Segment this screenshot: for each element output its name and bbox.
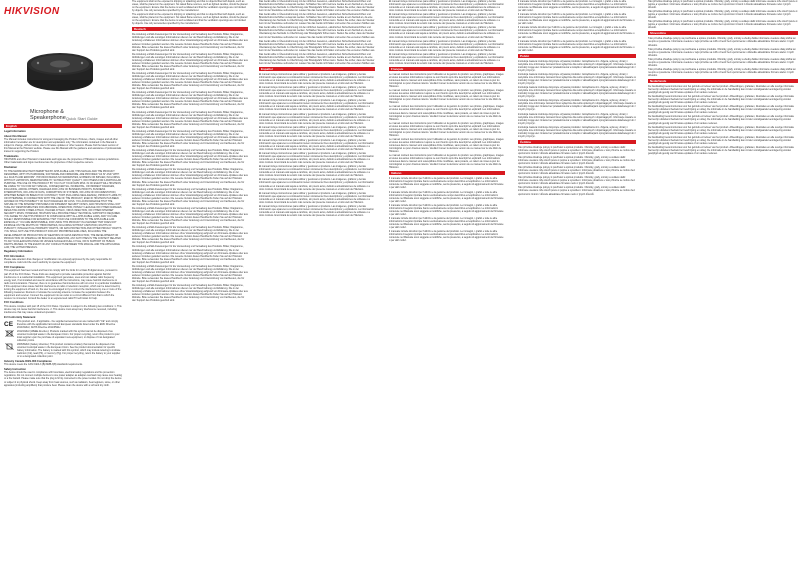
column-5 — [518, 0, 636, 568]
section-header-deutsch: Deutsch — [132, 27, 248, 31]
paragraph: De handleiding bevat instructies voor het gebruik en beheer van het product. Afbeeldingen, grafieken, illustraties en alle overige informatie hierna zijn uitsluitend bedoeld ter beschrijving en uitleg. De informatie in de handleiding kan zonder voorafgaande kennisgeving worden gewijzigd als gevolg van firmware-updates of om andere redenen. — [648, 135, 794, 145]
section-header-english: English — [4, 124, 122, 128]
paragraph: Die Anleitung enthält Anweisungen für die Verwendung und Verwaltung des Produkts. Bilder, Diagramme, Abbildungen und alle sonstigen Informationen dienen nur der Beschreibung und Erklärung. Die in der Anleitung enthaltenen Informationen können ohne Vorankündigung aufgrund von Firmware-Updates oder aus anderen Gründen geändert werden. Die neueste Version dieses Handbuchs finden Sie auf der Hikvision Website. Bitte verwenden Sie dieses Handbuch unter Anleitung und Unterstützung von Fachleuten, die für den Support des Produkts geschult sind. — [132, 129, 248, 149]
paragraph: El manual incluye instrucciones para utilizar y gestionar el producto. Las imágenes, gráficos y demás información que aparecen a continuación tienen únicamente fines descriptivos y explicativos. La información contenida en el manual está sujeta a cambios, sin previo aviso, debido a actualizaciones de software o a otros motivos. Encontrará la versión más reciente del presente manual en el sitio web de Hikvision. — [259, 112, 374, 125]
paragraph: Tato příručka obsahuje pokyny k používání a správě produktu. Obrázky, grafy, snímky a veškeré další informace uvedené níže slouží pouze k popisu a vysvětlení. Informace obsažené v této příručce se mohou bez upozornění změnit z důvodu aktualizace firmwaru nebo z jiných důvodů. — [648, 0, 798, 10]
paragraph: Táto príručka obsahuje pokyny na používanie a správu produktu. Obrázky, grafy, snímky a všetky ďalšie informácie uvedené ďalej slúžia len na opis a vysvetlenie. Informácie uvedené v tejto príručke sa môžu zmeniť bez upozornenia v dôsledku aktualizácie firmvéru alebo z iných dôvodov. — [648, 37, 796, 47]
column-6 — [648, 0, 798, 568]
paragraph: Il manuale include istruzioni per l'utilizzo e la gestione del prodotto. Le immagini, i grafici e tutte le altre informazioni di seguito riportate hanno esclusivamente scopo descrittivo ed esplicativo. Le informazioni contenute nel Manuale sono soggette a modifiche, senza preavviso, a seguito di aggiornamenti del firmware o per altri motivi. — [518, 0, 635, 13]
paragraph: El manual incluye instrucciones para utilizar y gestionar el producto. Las imágenes, gráficos y demás información que aparecen a continuación tienen únicamente fines descriptivos y explicativos. La información contenida en el manual está sujeta a cambios, sin previo aviso, debido a actualizaciones de software o a otros motivos. Encontrará la versión más reciente del presente manual en el sitio web de Hikvision. — [259, 191, 374, 204]
eu-ce-row — [4, 320, 122, 329]
paragraph: Das Gerät sollte in Übereinstimmung mit den örtlichen Gesetzen, elektrischen Sicherheitsvorschriften und Brandschutzvorschriften verwendet werden. Schließen Sie nicht mehrere Geräte an ein Netzteil an, da eine Überlastung des Netzteils zu Überhitzung oder Brandgefahr führen kann. Stellen Sie sicher, dass der Stecker fest mit der Steckdose verbunden ist. Lassen Sie das Gerät nicht fallen und setzen Sie es keinen Stößen aus. — [259, 26, 375, 39]
brand-logo: HIKVISION — [4, 6, 60, 17]
paragraph: Die Anleitung enthält Anweisungen für die Verwendung und Verwaltung des Produkts. Bilder, Diagramme, Abbildungen und alle sonstigen Informationen dienen nur der Beschreibung und Erklärung. Die in der Anleitung enthaltenen Informationen können ohne Vorankündigung aufgrund von Firmware-Updates oder aus anderen Gründen geändert werden. Die neueste Version dieses Handbuchs finden Sie auf der Hikvision Website. Bitte verwenden Sie dieses Handbuch unter Anleitung und Unterstützung von Fachleuten, die für den Support des Produkts geschult sind. — [132, 206, 248, 226]
paragraph: Die Anleitung enthält Anweisungen für die Verwendung und Verwaltung des Produkts. Bilder, Diagramme, Abbildungen und alle sonstigen Informationen dienen nur der Beschreibung und Erklärung. Die in der Anleitung enthaltenen Informationen können ohne Vorankündigung aufgrund von Firmware-Updates oder aus anderen Gründen geändert werden. Die neueste Version dieses Handbuchs finden Sie auf der Hikvision Website. Bitte verwenden Sie dieses Handbuch unter Anleitung und Unterstützung von Fachleuten, die für den Support des Produkts geschult sind. — [132, 71, 248, 91]
paragraph: 2012/19/EU (WEEE directive): Products marked with this symbol cannot be disposed of as unsorted municipal waste in the European Union. For proper recycling, return this product to your local supplier upon the purchase of equivalent new equipment, or dispose of it at designated collection points. — [17, 329, 120, 342]
paragraph: El manual incluye instrucciones para utilizar y gestionar el producto. Las imágenes, gráficos y demás información que aparecen a continuación tienen únicamente fines descriptivos y explicativos. La información contenida en el manual está sujeta a cambios, sin previo aviso, debido a actualizaciones de software o a otros motivos. Encontrará la versión más reciente del presente manual en el sitio web de Hikvision. — [259, 165, 374, 178]
paragraph: Il manuale include istruzioni per l'utilizzo e la gestione del prodotto. Le immagini, i grafici e tutte le altre informazioni di seguito riportate hanno esclusivamente scopo descrittivo ed esplicativo. Le informazioni contenute nel Manuale sono soggette a modifiche, senza preavviso, a seguito di aggiornamenti del firmware o per altri motivi. — [389, 216, 504, 230]
paragraph: The equipment shall not be exposed to dripping or splashing and that no objects filled with liquids, such as vases, shall be placed on the equipment. No naked flame sources, such as lighted candles, should be placed on the equipment. Ensure that the device is well ventilated and that the ventilation openings are not blocked by objects. Use only accessories specified by the manufacturer. — [132, 13, 248, 26]
paragraph: Il manuale include istruzioni per l'utilizzo e la gestione del prodotto. Le immagini, i grafici e tutte le altre informazioni di seguito riportate hanno esclusivamente scopo descrittivo ed esplicativo. Le informazioni contenute nel Manuale sono soggette a modifiche, senza preavviso, a seguito di aggiornamenti del firmware o per altri motivi. — [389, 203, 504, 216]
paragraph: El manual incluye instrucciones para utilizar y gestionar el producto. Las imágenes, gráficos y demás información que aparecen a continuación tienen únicamente fines descriptivos y explicativos. La información contenida en el manual está sujeta a cambios, sin previo aviso, debido a actualizaciones de software o a otros motivos. Encontrará la versión más reciente del presente manual en el sitio web de Hikvision. — [389, 0, 504, 13]
paragraph: Il manuale include istruzioni per l'utilizzo e la gestione del prodotto. Le immagini, i grafici e tutte le altre informazioni di seguito riportate hanno esclusivamente scopo descrittivo ed esplicativo. Le informazioni contenute nel Manuale sono soggette a modifiche, senza preavviso, a seguito di aggiornamenti del firmware o per altri motivi. — [389, 190, 504, 203]
subhead-fcc-conditions: FCC Conditions — [4, 301, 24, 305]
paragraph: Le manuel contient des instructions pour l'utilisation et la gestion du produit. Les photos, graphiques, images et toutes les autres informations ci-après ne sont fournis qu'à titre descriptif et explicatif. Les informations contenues dans le manuel sont susceptibles d'être modifiées, sans préavis, en raison de mises à jour du micrologiciel ou pour d'autres raisons. Veuillez trouver la dernière version de ce manuel sur le site Web de Hikvision. — [389, 72, 504, 89]
subhead-fcc-compliance: FCC Compliance — [4, 265, 25, 269]
paragraph: Táto príručka obsahuje pokyny na používanie a správu produktu. Obrázky, grafy, snímky a všetky ďalšie informácie uvedené ďalej slúžia len na opis a vysvetlenie. Informácie uvedené v tejto príručke sa môžu zmeniť bez upozornenia v dôsledku aktualizácie firmvéru alebo z iných dôvodov. — [648, 67, 796, 77]
subhead-disclaimer: Disclaimer — [4, 165, 18, 169]
paragraph: Das Gerät sollte in Übereinstimmung mit den örtlichen Gesetzen, elektrischen Sicherheitsvorschriften und Brandschutzvorschriften verwendet werden. Schließen Sie nicht mehrere Geräte an ein Netzteil an, da eine Überlastung des Netzteils zu Überhitzung oder Brandgefahr führen kann. Stellen Sie sicher, dass der Stecker fest mit der Steckdose verbunden ist. Lassen Sie das Gerät nicht fallen und setzen Sie es keinen Stößen aus. — [259, 0, 375, 13]
paragraph: Táto príručka obsahuje pokyny na používanie a správu produktu. Obrázky, grafy, snímky a všetky ďalšie informácie uvedené ďalej slúžia len na opis a vysvetlenie. Informácie uvedené v tejto príručke sa môžu zmeniť bez upozornenia v dôsledku aktualizácie firmvéru alebo z iných dôvodov. — [648, 47, 796, 57]
paragraph: Tato příručka obsahuje pokyny k používání a správě produktu. Obrázky, grafy, snímky a veškeré další informace uvedené níže slouží pouze k popisu a vysvětlení. Informace obsažené v této příručce se mohou bez upozornění změnit z důvodu aktualizace firmwaru nebo z jiných důvodů. — [518, 145, 635, 155]
paragraph: Le manuel contient des instructions pour l'utilisation et la gestion du produit. Les photos, graphiques, images et toutes les autres informations ci-après ne sont fournis qu'à titre descriptif et explicatif. Les informations contenues dans le manuel sont susceptibles d'être modifiées, sans préavis, en raison de mises à jour du micrologiciel ou pour d'autres raisons. Veuillez trouver la dernière version de ce manuel sur le site Web de Hikvision. — [389, 154, 504, 170]
speaker-product-image — [24, 40, 96, 96]
paragraph: Das Gerät sollte in Übereinstimmung mit den örtlichen Gesetzen, elektrischen Sicherheitsvorschriften und Brandschutzvorschriften verwendet werden. Schließen Sie nicht mehrere Geräte an ein Netzteil an, da eine Überlastung des Netzteils zu Überhitzung oder Brandgefahr führen kann. Stellen Sie sicher, dass der Stecker fest mit der Steckdose verbunden ist. Lassen Sie das Gerät nicht fallen und setzen Sie es keinen Stößen aus. — [259, 39, 375, 52]
section-header-cestina: Čeština — [518, 140, 636, 144]
paragraph: El manual incluye instrucciones para utilizar y gestionar el producto. Las imágenes, gráficos y demás información que aparecen a continuación tienen únicamente fines descriptivos y explicativos. La información contenida en el manual está sujeta a cambios, sin previo aviso, debido a actualizaciones de software o a otros motivos. Encontrará la versión más reciente del presente manual en el sitio web de Hikvision. — [259, 99, 374, 112]
subhead-fcc: FCC Information — [4, 254, 25, 258]
paragraph: HIKVISION and other Hikvision's trademarks and logos are the properties of Hikvision in various jurisdictions. Other trademarks and logos mentioned are the properties of their respective owners. — [4, 158, 120, 165]
paragraph: El manual incluye instrucciones para utilizar y gestionar el producto. Las imágenes, gráficos y demás información que aparecen a continuación tienen únicamente fines descriptivos y explicativos. La información contenida en el manual está sujeta a cambios, sin previo aviso, debido a actualizaciones de software o a otros motivos. Encontrará la versión más reciente del presente manual en el sitio web de Hikvision. — [259, 86, 374, 99]
paragraph: Tato příručka obsahuje pokyny k používání a správě produktu. Obrázky, grafy, snímky a veškeré další informace uvedené níže slouží pouze k popisu a vysvětlení. Informace obsažené v této příručce se mohou bez upozornění změnit z důvodu aktualizace firmwaru nebo z jiných důvodů. — [518, 156, 635, 166]
paragraph: Táto príručka obsahuje pokyny na používanie a správu produktu. Obrázky, grafy, snímky a všetky ďalšie informácie uvedené ďalej slúžia len na opis a vysvetlenie. Informácie uvedené v tejto príručke sa môžu zmeniť bez upozornenia v dôsledku aktualizácie firmvéru alebo z iných dôvodov. — [648, 57, 796, 67]
column-3 — [259, 0, 375, 568]
battery-bin-icon — [4, 343, 15, 350]
paragraph: El manual incluye instrucciones para utilizar y gestionar el producto. Las imágenes, gráficos y demás información que aparecen a continuación tienen únicamente fines descriptivos y explicativos. La información contenida en el manual está sujeta a cambios, sin previo aviso, debido a actualizaciones de software o a otros motivos. Encontrará la versión más reciente del presente manual en el sitio web de Hikvision. — [389, 39, 504, 52]
paragraph: Il manuale include istruzioni per l'utilizzo e la gestione del prodotto. Le immagini, i grafici e tutte le altre informazioni di seguito riportate hanno esclusivamente scopo descrittivo ed esplicativo. Le informazioni contenute nel Manuale sono soggette a modifiche, senza preavviso, a seguito di aggiornamenti del firmware o per altri motivi. — [389, 230, 504, 243]
paragraph: El manual incluye instrucciones para utilizar y gestionar el producto. Las imágenes, gráficos y demás información que aparecen a continuación tienen únicamente fines descriptivos y explicativos. La información contenida en el manual está sujeta a cambios, sin previo aviso, debido a actualizaciones de software o a otros motivos. Encontrará la versión más reciente del presente manual en el sitio web de Hikvision. — [389, 52, 504, 65]
paragraph: Das Gerät sollte in Übereinstimmung mit den örtlichen Gesetzen, elektrischen Sicherheitsvorschriften und Brandschutzvorschriften verwendet werden. Schließen Sie nicht mehrere Geräte an ein Netzteil an, da eine Überlastung des Netzteils zu Überhitzung oder Brandgefahr führen kann. Stellen Sie sicher, dass der Stecker fest mit der Steckdose verbunden ist. Lassen Sie das Gerät nicht fallen und setzen Sie es keinen Stößen aus. — [259, 52, 375, 65]
paragraph: Le manuel contient des instructions pour l'utilisation et la gestion du produit. Les photos, graphiques, images et toutes les autres informations ci-après ne sont fournis qu'à titre descriptif et explicatif. Les informations contenues dans le manuel sont susceptibles d'être modifiées, sans préavis, en raison de mises à jour du micrologiciel ou pour d'autres raisons. Veuillez trouver la dernière version de ce manuel sur le site Web de Hikvision. — [389, 105, 504, 121]
paragraph: De handleiding bevat instructies voor het gebruik en beheer van het product. Afbeeldingen, grafieken, illustraties en alle overige informatie hierna zijn uitsluitend bedoeld ter beschrijving en uitleg. De informatie in de handleiding kan zonder voorafgaande kennisgeving worden gewijzigd als gevolg van firmware-updates of om andere redenen. — [648, 84, 794, 95]
paragraph: Il manuale include istruzioni per l'utilizzo e la gestione del prodotto. Le immagini, i grafici e tutte le altre informazioni di seguito riportate hanno esclusivamente scopo descrittivo ed esplicativo. Le informazioni contenute nel Manuale sono soggette a modifiche, senza preavviso, a seguito di aggiornamenti del firmware o per altri motivi. — [518, 26, 635, 39]
paragraph: Die Anleitung enthält Anweisungen für die Verwendung und Verwaltung des Produkts. Bilder, Diagramme, Abbildungen und alle sonstigen Informationen dienen nur der Beschreibung und Erklärung. Die in der Anleitung enthaltenen Informationen können ohne Vorankündigung aufgrund von Firmware-Updates oder aus anderen Gründen geändert werden. Die neueste Version dieses Handbuchs finden Sie auf der Hikvision Website. Bitte verwenden Sie dieses Handbuch unter Anleitung und Unterstützung von Fachleuten, die für den Support des Produkts geschult sind. — [132, 245, 248, 264]
subhead-regulatory: Regulatory Information — [4, 250, 33, 254]
paragraph: Tato příručka obsahuje pokyny k používání a správě produktu. Obrázky, grafy, snímky a veškeré další informace uvedené níže slouží pouze k popisu a vysvětlení. Informace obsažené v této příručce se mohou bez upozornění změnit z důvodu aktualizace firmwaru nebo z jiných důvodů. — [518, 176, 635, 186]
section-header-francais: Français — [389, 67, 505, 71]
paragraph: Le manuel contient des instructions pour l'utilisation et la gestion du produit. Les photos, graphiques, images et toutes les autres informations ci-après ne sont fournis qu'à titre descriptif et explicatif. Les informations contenues dans le manuel sont susceptibles d'être modifiées, sans préavis, en raison de mises à jour du micrologiciel ou pour d'autres raisons. Veuillez trouver la dernière version de ce manuel sur le site Web de Hikvision. — [389, 89, 504, 105]
paragraph: Tato příručka obsahuje pokyny k používání a správě produktu. Obrázky, grafy, snímky a veškeré další informace uvedené níže slouží pouze k popisu a vysvětlení. Informace obsažené v této příručce se mohou bez upozornění změnit z důvodu aktualizace firmwaru nebo z jiných důvodů. — [648, 20, 798, 30]
column-4 — [389, 0, 505, 568]
paragraph: Instrukcja zawiera instrukcje dotyczące używania produktu i zarządzania nim. Zdjęcia, wykresy, obrazy i wszystkie inne informacje zamieszczono wyłącznie dla celów opisowych i objaśniających. Informacje zawarte w instrukcji mogą ulec zmianie bez powiadomienia w związku z aktualizacjami oprogramowania układowego lub z innych przyczyn. — [518, 112, 636, 125]
paragraph: De handleiding bevat instructies voor het gebruik en beheer van het product. Afbeeldingen, grafieken, illustraties en alle overige informatie hierna zijn uitsluitend bedoeld ter beschrijving en uitleg. De informatie in de handleiding kan zonder voorafgaande kennisgeving worden gewijzigd als gevolg van firmware-updates of om andere redenen. — [648, 145, 794, 155]
paragraph: El manual incluye instrucciones para utilizar y gestionar el producto. Las imágenes, gráficos y demás información que aparecen a continuación tienen únicamente fines descriptivos y explicativos. La información contenida en el manual está sujeta a cambios, sin previo aviso, debido a actualizaciones de software o a otros motivos. Encontrará la versión más reciente del presente manual en el sitio web de Hikvision. — [259, 152, 374, 165]
guide-label: Quick Start Guide — [66, 116, 98, 121]
section-header-slovencina: Slovenčina — [648, 31, 798, 35]
paragraph: Tato příručka obsahuje pokyny k používání a správě produktu. Obrázky, grafy, snímky a veškeré další informace uvedené níže slouží pouze k popisu a vysvětlení. Informace obsažené v této příručce se mohou bez upozornění změnit z důvodu aktualizace firmwaru nebo z jiných důvodů. — [648, 10, 798, 20]
paragraph: Le manuel contient des instructions pour l'utilisation et la gestion du produit. Les photos, graphiques, images et toutes les autres informations ci-après ne sont fournis qu'à titre descriptif et explicatif. Les informations contenues dans le manuel sont susceptibles d'être modifiées, sans préavis, en raison de mises à jour du micrologiciel ou pour d'autres raisons. Veuillez trouver la dernière version de ce manuel sur le site Web de Hikvision. — [389, 137, 504, 154]
column-2 — [132, 0, 248, 568]
paragraph: El manual incluye instrucciones para utilizar y gestionar el producto. Las imágenes, gráficos y demás información que aparecen a continuación tienen únicamente fines descriptivos y explicativos. La información contenida en el manual está sujeta a cambios, sin previo aviso, debido a actualizaciones de software o a otros motivos. Encontrará la versión más reciente del presente manual en el sitio web de Hikvision. — [259, 138, 374, 152]
paragraph: Le manuel contient des instructions pour l'utilisation et la gestion du produit. Les photos, graphiques, images et toutes les autres informations ci-après ne sont fournis qu'à titre descriptif et explicatif. Les informations contenues dans le manuel sont susceptibles d'être modifiées, sans préavis, en raison de mises à jour du micrologiciel ou pour d'autres raisons. Veuillez trouver la dernière version de ce manuel sur le site Web de Hikvision. — [389, 121, 504, 137]
paragraph: Die Anleitung enthält Anweisungen für die Verwendung und Verwaltung des Produkts. Bilder, Diagramme, Abbildungen und alle sonstigen Informationen dienen nur der Beschreibung und Erklärung. Die in der Anleitung enthaltenen Informationen können ohne Vorankündigung aufgrund von Firmware-Updates oder aus anderen Gründen geändert werden. Die neueste Version dieses Handbuchs finden Sie auf der Hikvision Website. Bitte verwenden Sie dieses Handbuch unter Anleitung und Unterstützung von Fachleuten, die für den Support des Produkts geschult sind. — [132, 33, 248, 52]
subhead-ic: Industry Canada ICES-003 Compliance — [4, 359, 52, 363]
subhead-trademarks: Trademarks — [4, 154, 19, 158]
paragraph: Tato příručka obsahuje pokyny k používání a správě produktu. Obrázky, grafy, snímky a veškeré další informace uvedené níže slouží pouze k popisu a vysvětlení. Informace obsažené v této příručce se mohou bez upozornění změnit z důvodu aktualizace firmwaru nebo z jiných důvodů. — [518, 186, 635, 196]
paragraph: The Manual includes instructions for using and managing the Product. Pictures, charts, images and all other information hereinafter are for description and explanation only. The information contained in the Manual is subject to change, without notice, due to firmware updates or other reasons. Please find the latest version of this Manual at the Hikvision website. Please use this Manual with the guidance and assistance of professionals trained in supporting the Product. — [4, 138, 122, 154]
paragraph: Instrukcja zawiera instrukcje dotyczące używania produktu i zarządzania nim. Zdjęcia, wykresy, obrazy i wszystkie inne informacje zamieszczono wyłącznie dla celów opisowych i objaśniających. Informacje zawarte w instrukcji mogą ulec zmianie bez powiadomienia w związku z aktualizacjami oprogramowania układowego lub z innych przyczyn. — [518, 99, 636, 112]
paragraph: Instrukcja zawiera instrukcje dotyczące używania produktu i zarządzania nim. Zdjęcia, wykresy, obrazy i wszystkie inne informacje zamieszczono wyłącznie dla celów opisowych i objaśniających. Informacje zawarte w instrukcji mogą ulec zmianie bez powiadomienia w związku z aktualizacjami oprogramowania układowego lub z innych przyczyn. — [518, 86, 636, 99]
paragraph: Die Anleitung enthält Anweisungen für die Verwendung und Verwaltung des Produkts. Bilder, Diagramme, Abbildungen und alle sonstigen Informationen dienen nur der Beschreibung und Erklärung. Die in der Anleitung enthaltenen Informationen können ohne Vorankündigung aufgrund von Firmware-Updates oder aus anderen Gründen geändert werden. Die neueste Version dieses Handbuchs finden Sie auf der Hikvision Website. Bitte verwenden Sie dieses Handbuch unter Anleitung und Unterstützung von Fachleuten, die für den Support des Produkts geschult sind. — [132, 264, 248, 283]
paragraph: De handleiding bevat instructies voor het gebruik en beheer van het product. Afbeeldingen, grafieken, illustraties en alle overige informatie hierna zijn uitsluitend bedoeld ter beschrijving en uitleg. De informatie in de handleiding kan zonder voorafgaande kennisgeving worden gewijzigd als gevolg van firmware-updates of om andere redenen. — [648, 95, 794, 105]
paragraph: Die Anleitung enthält Anweisungen für die Verwendung und Verwaltung des Produkts. Bilder, Diagramme, Abbildungen und alle sonstigen Informationen dienen nur der Beschreibung und Erklärung. Die in der Anleitung enthaltenen Informationen können ohne Vorankündigung aufgrund von Firmware-Updates oder aus anderen Gründen geändert werden. Die neueste Version dieses Handbuchs finden Sie auf der Hikvision Website. Bitte verwenden Sie dieses Handbuch unter Anleitung und Unterstützung von Fachleuten, die für den Support des Produkts geschult sind. — [132, 149, 248, 168]
eu-battery-row — [4, 343, 122, 358]
weee-bin-icon — [4, 330, 15, 337]
paragraph: TO THE MAXIMUM EXTENT PERMITTED BY APPLICABLE LAW, THIS MANUAL AND THE PRODUCT DESCRIBED, WITH ITS HARDWARE, SOFTWARE AND FIRMWARE, ARE PROVIDED "AS IS" AND "WITH ALL FAULTS AND ERRORS". HIKVISION MAKES NO WARRANTIES, EXPRESS OR IMPLIED, INCLUDING WITHOUT LIMITATION, MERCHANTABILITY, SATISFACTORY QUALITY, OR FITNESS FOR A PARTICULAR PURPOSE. THE USE OF THE PRODUCT BY YOU IS AT YOUR OWN RISK. IN NO EVENT WILL HIKVISION BE LIABLE TO YOU FOR ANY SPECIAL, CONSEQUENTIAL, INCIDENTAL, OR INDIRECT DAMAGES, INCLUDING, AMONG OTHERS, DAMAGES FOR LOSS OF BUSINESS PROFITS, BUSINESS INTERRUPTION, OR LOSS OF DATA, CORRUPTION OF SYSTEMS, OR LOSS OF DOCUMENTATION, WHETHER BASED ON BREACH OF CONTRACT, TORT (INCLUDING NEGLIGENCE), PRODUCT LIABILITY, OR OTHERWISE, IN CONNECTION WITH THE USE OF THE PRODUCT, EVEN IF HIKVISION HAS BEEN ADVISED OF THE POSSIBILITY OF SUCH DAMAGES OR LOSS. YOU ACKNOWLEDGE THAT THE NATURE OF THE INTERNET PROVIDES FOR INHERENT SECURITY RISKS, AND HIKVISION SHALL NOT TAKE ANY RESPONSIBILITIES FOR ABNORMAL OPERATION, PRIVACY LEAKAGE OR OTHER DAMAGES RESULTING FROM CYBER-ATTACK, HACKER ATTACK, VIRUS INFECTION, OR OTHER INTERNET SECURITY RISKS; HOWEVER, HIKVISION WILL PROVIDE TIMELY TECHNICAL SUPPORT IF REQUIRED. YOU AGREE TO USE THIS PRODUCT IN COMPLIANCE WITH ALL APPLICABLE LAWS, AND YOU ARE SOLELY RESPONSIBLE FOR ENSURING THAT YOUR USE CONFORMS TO THE APPLICABLE LAW. ESPECIALLY, YOU ARE RESPONSIBLE, FOR USING THIS PRODUCT IN A MANNER THAT DOES NOT INFRINGE ON THE RIGHTS OF THIRD PARTIES, INCLUDING WITHOUT LIMITATION, RIGHTS OF PUBLICITY, INTELLECTUAL PROPERTY RIGHTS, OR DATA PROTECTION AND OTHER PRIVACY RIGHTS. YOU SHALL NOT USE THIS PRODUCT FOR ANY PROHIBITED END-USES, INCLUDING THE DEVELOPMENT OR PRODUCTION OF WEAPONS OF MASS DESTRUCTION, THE DEVELOPMENT OR PRODUCTION OF CHEMICAL OR BIOLOGICAL WEAPONS, ANY ACTIVITIES IN THE CONTEXT RELATED TO ANY NUCLEAR EXPLOSIVE OR UNSAFE NUCLEAR FUEL-CYCLE, OR IN SUPPORT OF HUMAN RIGHTS ABUSES. IN THE EVENT OF ANY CONFLICTS BETWEEN THIS MANUAL AND THE APPLICABLE LAW, THE LATTER PREVAILS. — [4, 169, 122, 249]
paragraph: Il manuale include istruzioni per l'utilizzo e la gestione del prodotto. Le immagini, i grafici e tutte le altre informazioni di seguito riportate hanno esclusivamente scopo descrittivo ed esplicativo. Le informazioni contenute nel Manuale sono soggette a modifiche, senza preavviso, a seguito di aggiornamenti del firmware o per altri motivi. — [389, 177, 504, 190]
paragraph: El manual incluye instrucciones para utilizar y gestionar el producto. Las imágenes, gráficos y demás información que aparecen a continuación tienen únicamente fines descriptivos y explicativos. La información contenida en el manual está sujeta a cambios, sin previo aviso, debido a actualizaciones de software o a otros motivos. Encontrará la versión más reciente del presente manual en el sitio web de Hikvision. — [259, 178, 374, 191]
paragraph: Instrukcja zawiera instrukcje dotyczące używania produktu i zarządzania nim. Zdjęcia, wykresy, obrazy i wszystkie inne informacje zamieszczono wyłącznie dla celów opisowych i objaśniających. Informacje zawarte w instrukcji mogą ulec zmianie bez powiadomienia w związku z aktualizacjami oprogramowania układowego lub z innych przyczyn. — [518, 125, 636, 138]
paragraph: Das Gerät sollte in Übereinstimmung mit den örtlichen Gesetzen, elektrischen Sicherheitsvorschriften und Brandschutzvorschriften verwendet werden. Schließen Sie nicht mehrere Geräte an ein Netzteil an, da eine Überlastung des Netzteils zu Überhitzung oder Brandgefahr führen kann. Stellen Sie sicher, dass der Stecker fest mit der Steckdose verbunden ist. Lassen Sie das Gerät nicht fallen und setzen Sie es keinen Stößen aus. — [259, 13, 375, 26]
paragraph: Il manuale include istruzioni per l'utilizzo e la gestione del prodotto. Le immagini, i grafici e tutte le altre informazioni di seguito riportate hanno esclusivamente scopo descrittivo ed esplicativo. Le informazioni contenute nel Manuale sono soggette a modifiche, senza preavviso, a seguito di aggiornamenti del firmware o per altri motivi. — [518, 39, 635, 52]
paragraph: Die Anleitung enthält Anweisungen für die Verwendung und Verwaltung des Produkts. Bilder, Diagramme, Abbildungen und alle sonstigen Informationen dienen nur der Beschreibung und Erklärung. Die in der Anleitung enthaltenen Informationen können ohne Vorankündigung aufgrund von Firmware-Updates oder aus anderen Gründen geändert werden. Die neueste Version dieses Handbuchs finden Sie auf der Hikvision Website. Bitte verwenden Sie dieses Handbuch unter Anleitung und Unterstützung von Fachleuten, die für den Support des Produkts geschult sind. — [132, 168, 248, 187]
subhead-eu: EU Conformity Statement — [4, 315, 36, 319]
column-english — [4, 122, 122, 568]
paragraph: This device meets the CAN ICES-3 (B)/NMB-3(B) standards requirements. — [4, 363, 83, 367]
paragraph: This product and - if applicable - the supplied accessories too are marked with "CE" and comply therefore with the applicable harmonized European standards listed under the EMC Directive 2014/30/EU, RoHS Directive 2011/65/EU. — [17, 319, 119, 329]
subhead-about: About this Manual — [4, 134, 27, 138]
eu-weee-row — [4, 330, 122, 342]
paragraph: De handleiding bevat instructies voor het gebruik en beheer van het product. Afbeeldingen, grafieken, illustraties en alle overige informatie hierna zijn uitsluitend bedoeld ter beschrijving en uitleg. De informatie in de handleiding kan zonder voorafgaande kennisgeving worden gewijzigd als gevolg van firmware-updates of om andere redenen. — [648, 105, 794, 115]
paragraph: El manual incluye instrucciones para utilizar y gestionar el producto. Las imágenes, gráficos y demás información que aparecen a continuación tienen únicamente fines descriptivos y explicativos. La información contenida en el manual está sujeta a cambios, sin previo aviso, debido a actualizaciones de software o a otros motivos. Encontrará la versión más reciente del presente manual en el sitio web de Hikvision. — [259, 125, 374, 138]
paragraph: Tato příručka obsahuje pokyny k používání a správě produktu. Obrázky, grafy, snímky a veškeré další informace uvedené níže slouží pouze k popisu a vysvětlení. Informace obsažené v této příručce se mohou bez upozornění změnit z důvodu aktualizace firmwaru nebo z jiných důvodů. — [518, 166, 635, 176]
paragraph: The equipment shall not be exposed to dripping or splashing and that no objects filled with liquids, such as vases, shall be placed on the equipment. No naked flame sources, such as lighted candles, should be placed on the equipment. Ensure that the device is well ventilated and that the ventilation openings are not blocked by objects. Use only accessories specified by the manufacturer. — [132, 0, 248, 13]
paragraph: Die Anleitung enthält Anweisungen für die Verwendung und Verwaltung des Produkts. Bilder, Diagramme, Abbildungen und alle sonstigen Informationen dienen nur der Beschreibung und Erklärung. Die in der Anleitung enthaltenen Informationen können ohne Vorankündigung aufgrund von Firmware-Updates oder aus anderen Gründen geändert werden. Die neueste Version dieses Handbuchs finden Sie auf der Hikvision Website. Bitte verwenden Sie dieses Handbuch unter Anleitung und Unterstützung von Fachleuten, die für den Support des Produkts geschult sind. — [132, 110, 248, 129]
section-header-polski: Polski — [518, 54, 636, 58]
paragraph: Die Anleitung enthält Anweisungen für die Verwendung und Verwaltung des Produkts. Bilder, Diagramme, Abbildungen und alle sonstigen Informationen dienen nur der Beschreibung und Erklärung. Die in der Anleitung enthaltenen Informationen können ohne Vorankündigung aufgrund von Firmware-Updates oder aus anderen Gründen geändert werden. Die neueste Version dieses Handbuchs finden Sie auf der Hikvision Website. Bitte verwenden Sie dieses Handbuch unter Anleitung und Unterstützung von Fachleuten, die für den Support des Produkts geschult sind. — [132, 187, 248, 206]
subhead-safety: Safety Instruction — [4, 367, 26, 371]
paragraph: Die Anleitung enthält Anweisungen für die Verwendung und Verwaltung des Produkts. Bilder, Diagramme, Abbildungen und alle sonstigen Informationen dienen nur der Beschreibung und Erklärung. Die in der Anleitung enthaltenen Informationen können ohne Vorankündigung aufgrund von Firmware-Updates oder aus anderen Gründen geändert werden. Die neueste Version dieses Handbuchs finden Sie auf der Hikvision Website. Bitte verwenden Sie dieses Handbuch unter Anleitung und Unterstützung von Fachleuten, die für den Support des Produkts geschult sind. — [132, 284, 248, 303]
paragraph: De handleiding bevat instructies voor het gebruik en beheer van het product. Afbeeldingen, grafieken, illustraties en alle overige informatie hierna zijn uitsluitend bedoeld ter beschrijving en uitleg. De informatie in de handleiding kan zonder voorafgaande kennisgeving worden gewijzigd als gevolg van firmware-updates of om andere redenen. — [648, 125, 794, 135]
paragraph: Die Anleitung enthält Anweisungen für die Verwendung und Verwaltung des Produkts. Bilder, Diagramme, Abbildungen und alle sonstigen Informationen dienen nur der Beschreibung und Erklärung. Die in der Anleitung enthaltenen Informationen können ohne Vorankündigung aufgrund von Firmware-Updates oder aus anderen Gründen geändert werden. Die neueste Version dieses Handbuchs finden Sie auf der Hikvision Website. Bitte verwenden Sie dieses Handbuch unter Anleitung und Unterstützung von Fachleuten, die für den Support des Produkts geschult sind. — [132, 226, 248, 245]
paragraph: De handleiding bevat instructies voor het gebruik en beheer van het product. Afbeeldingen, grafieken, illustraties en alle overige informatie hierna zijn uitsluitend bedoeld ter beschrijving en uitleg. De informatie in de handleiding kan zonder voorafgaande kennisgeving worden gewijzigd als gevolg van firmware-updates of om andere redenen. — [648, 115, 794, 125]
section-header-nederlands: Nederlands — [648, 79, 798, 83]
subhead-legal: Legal Information — [4, 130, 26, 133]
paragraph: Instrukcja zawiera instrukcje dotyczące używania produktu i zarządzania nim. Zdjęcia, wykresy, obrazy i wszystkie inne informacje zamieszczono wyłącznie dla celów opisowych i objaśniających. Informacje zawarte w instrukcji mogą ulec zmianie bez powiadomienia w związku z aktualizacjami oprogramowania układowego lub z innych przyczyn. — [518, 59, 636, 72]
paragraph: Instrukcja zawiera instrukcje dotyczące używania produktu i zarządzania nim. Zdjęcia, wykresy, obrazy i wszystkie inne informacje zamieszczono wyłącznie dla celów opisowych i objaśniających. Informacje zawarte w instrukcji mogą ulec zmianie bez powiadomienia w związku z aktualizacjami oprogramowania układowego lub z innych przyczyn. — [518, 72, 636, 86]
svg-text:CE: CE — [4, 320, 14, 327]
paragraph: The device should be used in compliance with local laws, electrical safety regulations and fire prevention regulations. Do not connect multiple devices to one power adapter as adapter overload may cause over-heating or a fire hazard. Please make sure that the plug is firmly connected to the power socket. Do not drop the device or subject it to physical shock. Keep away from heat sources, such as radiators, heat registers, stove, or other apparatus (including amplifiers) that produce heat. Please clean the device with a soft and dry cloth. — [4, 371, 122, 387]
paragraph: El manual incluye instrucciones para utilizar y gestionar el producto. Las imágenes, gráficos y demás información que aparecen a continuación tienen únicamente fines descriptivos y explicativos. La información contenida en el manual está sujeta a cambios, sin previo aviso, debido a actualizaciones de software o a otros motivos. Encontrará la versión más reciente del presente manual en el sitio web de Hikvision. — [259, 204, 374, 217]
paragraph: 2006/66/EC (battery directive): This product contains a battery that cannot be disposed of as unsorted municipal waste in the European Union. See the product documentation for specific battery information. The battery is marked with this symbol, which may include lettering to indicate cadmium (Cd), lead (Pb), or mercury (Hg). For proper recycling, return the battery to your supplier or to a designated collection point. — [17, 343, 121, 359]
paragraph: Il manuale include istruzioni per l'utilizzo e la gestione del prodotto. Le immagini, i grafici e tutte le altre informazioni di seguito riportate hanno esclusivamente scopo descrittivo ed esplicativo. Le informazioni contenute nel Manuale sono soggette a modifiche, senza preavviso, a seguito di aggiornamenti del firmware o per altri motivi. — [518, 13, 635, 26]
paragraph: This equipment has been tested and found to comply with the limits for a Class B digital device, pursuant to part 15 of the FCC Rules. These limits are designed to provide reasonable protection against harmful interference in a residential installation. This equipment generates, uses and can radiate radio frequency energy and, if not installed and used in accordance with the instructions, may cause harmful interference to radio communications. However, there is no guarantee that interference will not occur in a particular installation. If this equipment does cause harmful interference to radio or television reception, which can be determined by turning the equipment off and on, the user is encouraged to try to correct the interference by one or more of the following measures: Reorient or relocate the receiving antenna. Increase the separation between the equipment and receiver. Connect the equipment into an outlet on a circuit different from that to which the receiver is connected. Consult the dealer or an experienced radio/TV technician for help. — [4, 269, 122, 300]
paragraph: Die Anleitung enthält Anweisungen für die Verwendung und Verwaltung des Produkts. Bilder, Diagramme, Abbildungen und alle sonstigen Informationen dienen nur der Beschreibung und Erklärung. Die in der Anleitung enthaltenen Informationen können ohne Vorankündigung aufgrund von Firmware-Updates oder aus anderen Gründen geändert werden. Die neueste Version dieses Handbuchs finden Sie auf der Hikvision Website. Bitte verwenden Sie dieses Handbuch unter Anleitung und Unterstützung von Fachleuten, die für den Support des Produkts geschult sind. — [132, 52, 248, 71]
paragraph: Please take attention that changes or modification not expressly approved by the party responsible for compliance could void the user's authority to operate the equipment. — [4, 258, 112, 265]
paragraph: El manual incluye instrucciones para utilizar y gestionar el producto. Las imágenes, gráficos y demás información que aparecen a continuación tienen únicamente fines descriptivos y explicativos. La información contenida en el manual está sujeta a cambios, sin previo aviso, debido a actualizaciones de software o a otros motivos. Encontrará la versión más reciente del presente manual en el sitio web de Hikvision. — [389, 26, 504, 39]
paragraph: El manual incluye instrucciones para utilizar y gestionar el producto. Las imágenes, gráficos y demás información que aparecen a continuación tienen únicamente fines descriptivos y explicativos. La información contenida en el manual está sujeta a cambios, sin previo aviso, debido a actualizaciones de software o a otros motivos. Encontrará la versión más reciente del presente manual en el sitio web de Hikvision. — [259, 72, 374, 86]
section-header-italiano: Italiano — [389, 171, 505, 175]
ce-mark-icon — [4, 320, 15, 327]
paragraph: Die Anleitung enthält Anweisungen für die Verwendung und Verwaltung des Produkts. Bilder, Diagramme, Abbildungen und alle sonstigen Informationen dienen nur der Beschreibung und Erklärung. Die in der Anleitung enthaltenen Informationen können ohne Vorankündigung aufgrund von Firmware-Updates oder aus anderen Gründen geändert werden. Die neueste Version dieses Handbuchs finden Sie auf der Hikvision Website. Bitte verwenden Sie dieses Handbuch unter Anleitung und Unterstützung von Fachleuten, die für den Support des Produkts geschult sind. — [132, 91, 248, 110]
section-header-espanol: Español — [259, 67, 375, 71]
paragraph: This device complies with part 15 of the FCC Rules. Operation is subject to the following two conditions: 1. This device may not cause harmful interference. 2. This device must accept any interference received, including interference that may cause undesired operation. — [4, 304, 122, 315]
paragraph: El manual incluye instrucciones para utilizar y gestionar el producto. Las imágenes, gráficos y demás información que aparecen a continuación tienen únicamente fines descriptivos y explicativos. La información contenida en el manual está sujeta a cambios, sin previo aviso, debido a actualizaciones de software o a otros motivos. Encontrará la versión más reciente del presente manual en el sitio web de Hikvision. — [389, 13, 504, 26]
product-name: Microphone & Speakerphone — [30, 109, 66, 121]
